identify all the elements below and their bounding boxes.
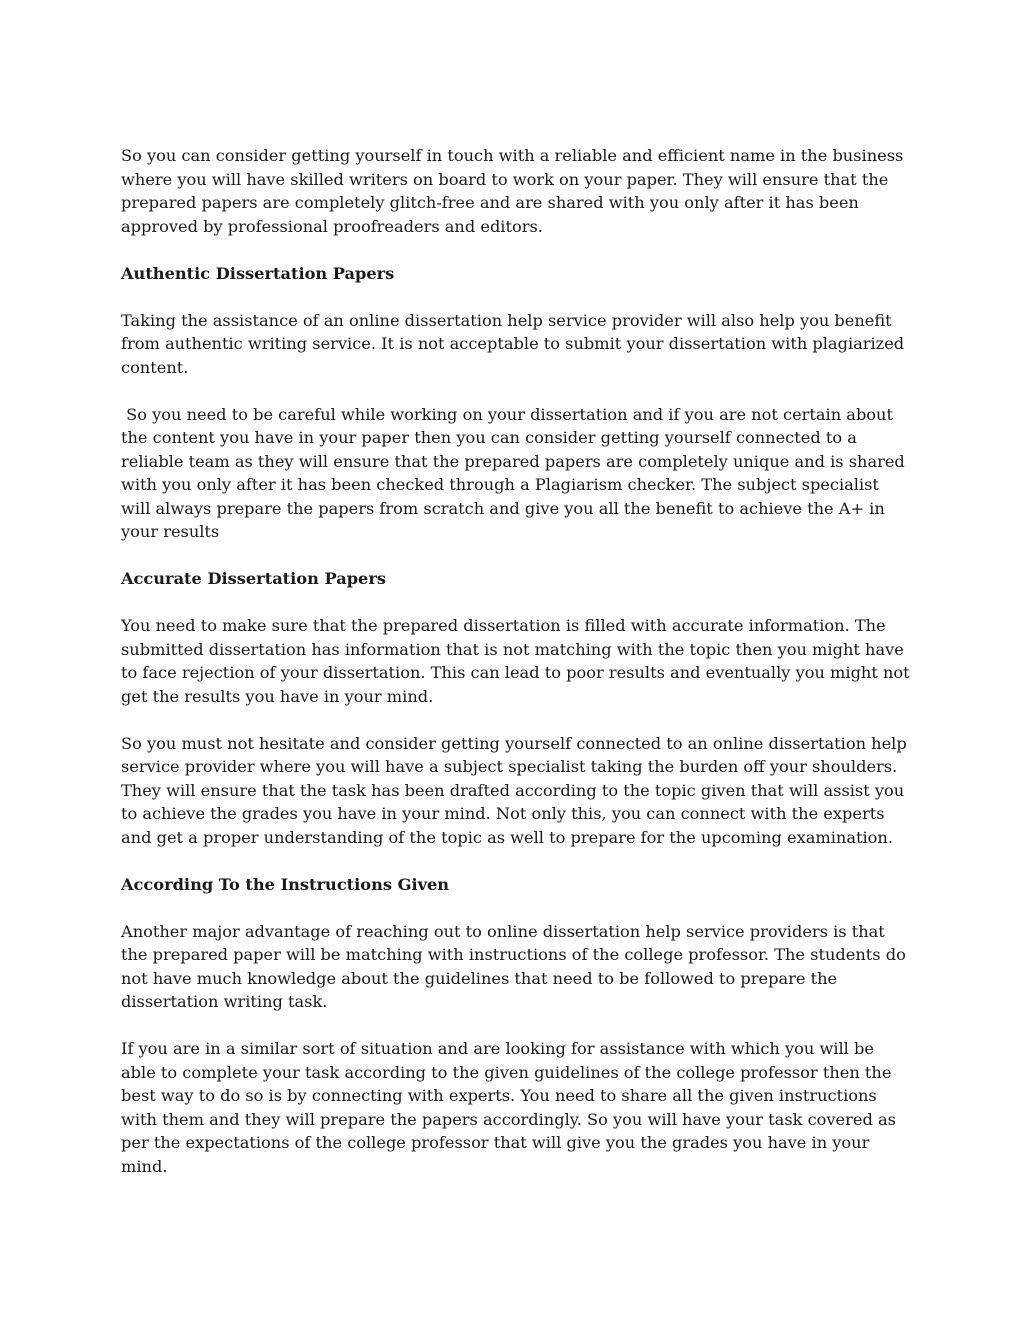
paragraph-accurate-1: You need to make sure that the prepared dissertation is filled with accurate information. The submitted dissertation has information that is not matching with the topic then you might have to face rejection of your dissertation. This can lead to poor results and eventually you might not get the results you have in your mind. (121, 616, 910, 706)
paragraph-instructions-1: Another major advantage of reaching out to online dissertation help service providers is that the prepared paper will be matching with instructions of the college professor. The students do not have much knowledge about the guidelines that need to be followed to prepare the dissertation writing task. (121, 921, 906, 1011)
heading-accurate-papers: Accurate Dissertation Papers (121, 569, 386, 588)
paragraph-authentic-2: So you need to be careful while working on your dissertation and if you are not certain about the content you have in your paper then you can consider getting yourself connected to a reliable team as they will ensure that the prepared papers are completely unique and is shared with you only after it has been checked through a Plagiarism checker. The subject specialist will always prepare the papers from scratch and give you all the benefit to achieve the A+ in your results (121, 404, 910, 541)
heading-authentic-papers: Authentic Dissertation Papers (121, 263, 395, 283)
paragraph-intro: So you can consider getting yourself in touch with a reliable and efficient name in the business where you will have skilled writers on board to work on your paper. They will ensure that the prepared papers are completely glitch-free and are shared with you only after it has been approved by professional proofreaders and editors. (121, 146, 904, 236)
paragraph-accurate-2: So you must not hesitate and consider getting yourself connected to an online dissertation help service provider where you will have a subject specialist taking the burden off your shoulders. They will ensure that the task has been drafted according to the topic given that will assist you to achieve the grades you have in your mind. Not only this, you can connect with the experts and get a proper understanding of the topic as well to prepare for the upcoming examination. (121, 733, 907, 847)
paragraph-instructions-2: If you are in a similar sort of situation and are looking for assistance with which you will be able to complete your task according to the given guidelines of the college professor then the best way to do so is by connecting with experts. You need to share all the given instructions with them and they will prepare the papers accordingly. So you will have your task covered as per the expectations of the college professor that will give you the grades you have in your mind. (121, 1039, 896, 1176)
heading-instructions-given: According To the Instructions Given (121, 874, 450, 894)
paragraph-authentic-1: Taking the assistance of an online dissertation help service provider will also help you benefit from authentic writing service. It is not acceptable to submit your dissertation with plagiarized content. (121, 310, 905, 377)
document-body (121, 144, 911, 1202)
